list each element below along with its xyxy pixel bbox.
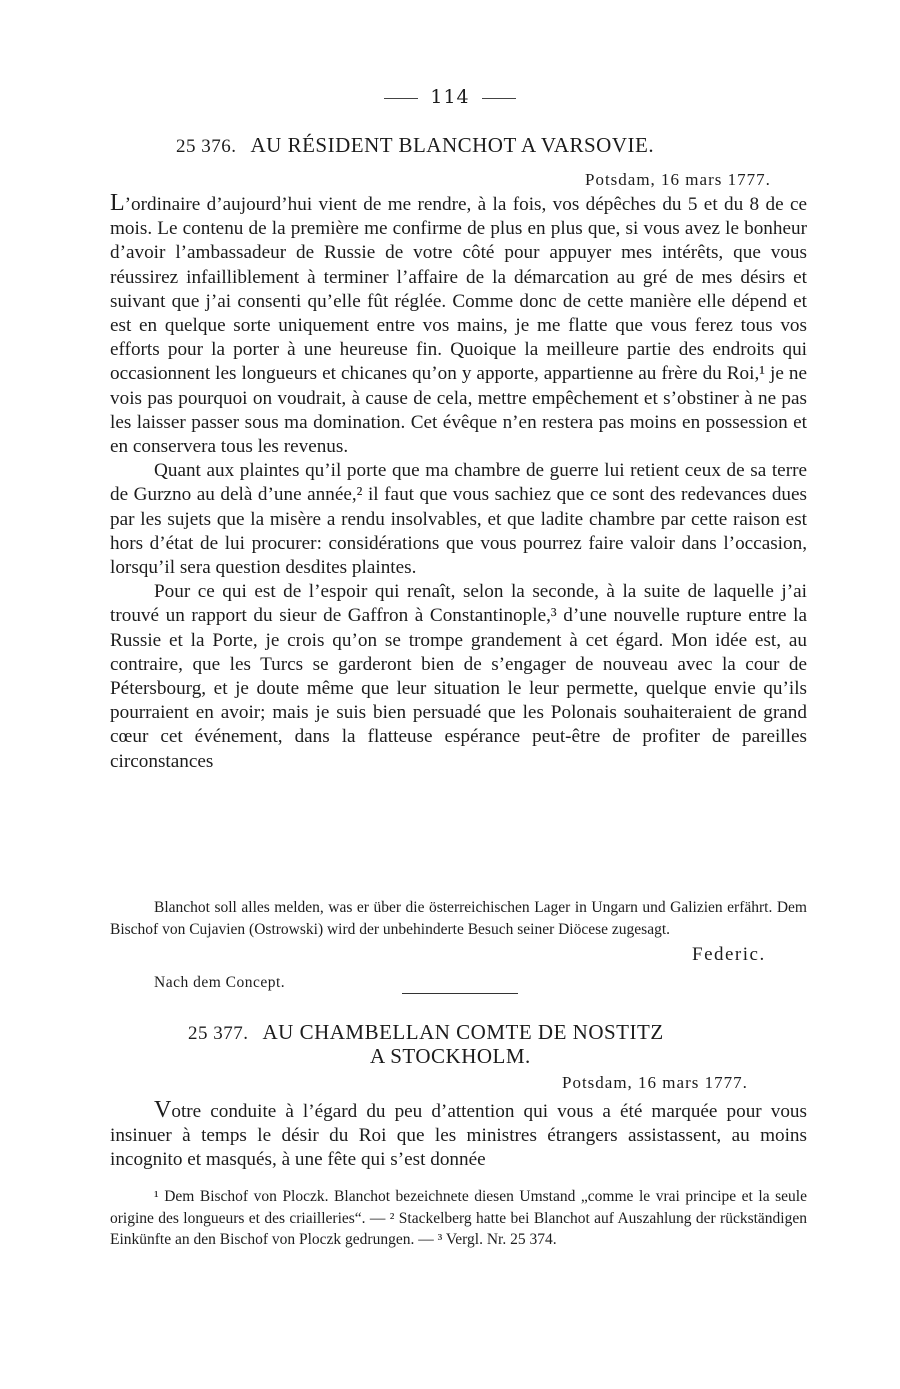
letter-1-paragraph-1	[110, 191, 807, 459]
section-divider	[402, 993, 518, 994]
letter-2-title-line-2: A STOCKHOLM.	[370, 1044, 531, 1068]
letter-2-title-line-1: AU CHAMBELLAN COMTE DE NOSTITZ	[262, 1020, 664, 1044]
letter-2-paragraph-1-text: otre conduite à l’égard du peu d’attention qui vous a été marquée pour vous insinuer à temps le désir du Roi que les ministres étrangers assistassent, au moins incognito et masqués, à une fête qui s’est donnée	[110, 1101, 807, 1171]
letter-1-summary-text: Blanchot soll alles melden, was er über die österreichischen Lager in Ungarn und Galizien erfährt. Dem Bischof von Cujavien (Ostrowski) wird der unbehinderte Besuch seiner Diöcese zugesagt.	[110, 899, 807, 938]
letter-2-dateline: Potsdam, 16 mars 1777.	[562, 1073, 748, 1092]
letter-1-number: 25 376.	[176, 136, 237, 157]
page-number-dash-right	[482, 98, 516, 99]
letter-1-paragraph-3: Pour ce qui est de l’espoir qui renaît, selon la seconde, à la suite de laquelle j’ai trouvé un rapport du sieur de Gaffron à Constantinople,³ d’une nouvelle rupture entre la Russie et la Porte, je crois qu’on se trompe grandement à cet égard. Mon idée est, au contraire, que les Turcs se garderont bien de s’engager de nouveau avec la cour de Pétersbourg, et je doute même que leur situation le leur permette, quelque envie qu’ils pourraient en avoir; mais je suis bien persuadé que les Polonais souhaiteraient de grand cœur cet événement, dans la flatteuse espérance peut-être de profiter de pareilles circonstances	[110, 581, 807, 772]
letter-1-title: AU RÉSIDENT BLANCHOT A VARSOVIE.	[250, 133, 655, 157]
letter-1-paragraph-2: Quant aux plaintes qu’il porte que ma chambre de guerre lui retient ceux de sa terre de Gurzno au delà d’une année,² il faut que vous sachiez que ce sont des redevances dues par les sujets que la misère a rendu insolvables, et que ladite chambre par cette raison est hors d’état de lui procurer: considérations que vous pourrez faire valoir dans l’occasion, lorsqu’il sera question desdites plaintes.	[110, 460, 807, 579]
footnotes	[110, 1186, 807, 1251]
letter-1-signature: Federic.	[692, 944, 766, 965]
page-number-text: 114	[430, 86, 470, 108]
letter-1-dateline: Potsdam, 16 mars 1777.	[585, 170, 771, 189]
footnotes-text: ¹ Dem Bischof von Ploczk. Blanchot bezeichnete diesen Umstand „comme le vrai principe et la seule origine des longueurs et des criailleries“. — ² Stackelberg hatte bei Blanchot auf Auszahlung der rückständigen Einkünfte an den Bischof von Ploczk gedrungen. — ³ Vergl. Nr. 25 374.	[110, 1188, 807, 1248]
letter-1-source: Nach dem Concept.	[154, 974, 286, 991]
letter-2-body	[110, 1098, 807, 1173]
letter-1-heading	[176, 133, 654, 158]
letter-1-initial: L	[110, 190, 125, 216]
letter-2-paragraph-1	[110, 1098, 807, 1173]
letter-1-summary	[110, 897, 807, 940]
letter-2-initial: V	[154, 1097, 172, 1123]
letter-2-number: 25 377.	[188, 1023, 249, 1044]
page-number-dash-left	[384, 98, 418, 99]
letter-1-paragraph-1-text: ’ordinaire d’aujourd’hui vient de me rendre, à la fois, vos dépêches du 5 et du 8 de ce mois. Le contenu de la première me confirme de plus en plus que, si vous avez le bonheur d’avoir l’ambassadeur de Russie de votre côté pour appuyer mes intérêts, que vous réussirez infailliblement à terminer l’affaire de la démarcation au gré de mes désirs et suivant que j’ai consenti qu’elle fût réglée. Comme donc de cette manière elle dépend et est en quelque sorte uniquement entre vos mains, je me flatte que vous ferez tous vos efforts pour la porter à une heureuse fin. Quoique la meilleure partie des endroits qui occasionnent les longueurs et chicanes qu’on y apporte, appartienne au frère du Roi,¹ je ne vois pas pourquoi on voudrait, à cause de cela, mettre empêchement et s’obstiner à ne pas les laisser passer sous ma domination. Cet évêque n’en restera pas moins en possession et en conservera tous les revenus.	[110, 194, 807, 458]
letter-1-body	[110, 191, 807, 774]
letter-2-heading	[188, 1020, 664, 1045]
page-number	[0, 86, 900, 108]
